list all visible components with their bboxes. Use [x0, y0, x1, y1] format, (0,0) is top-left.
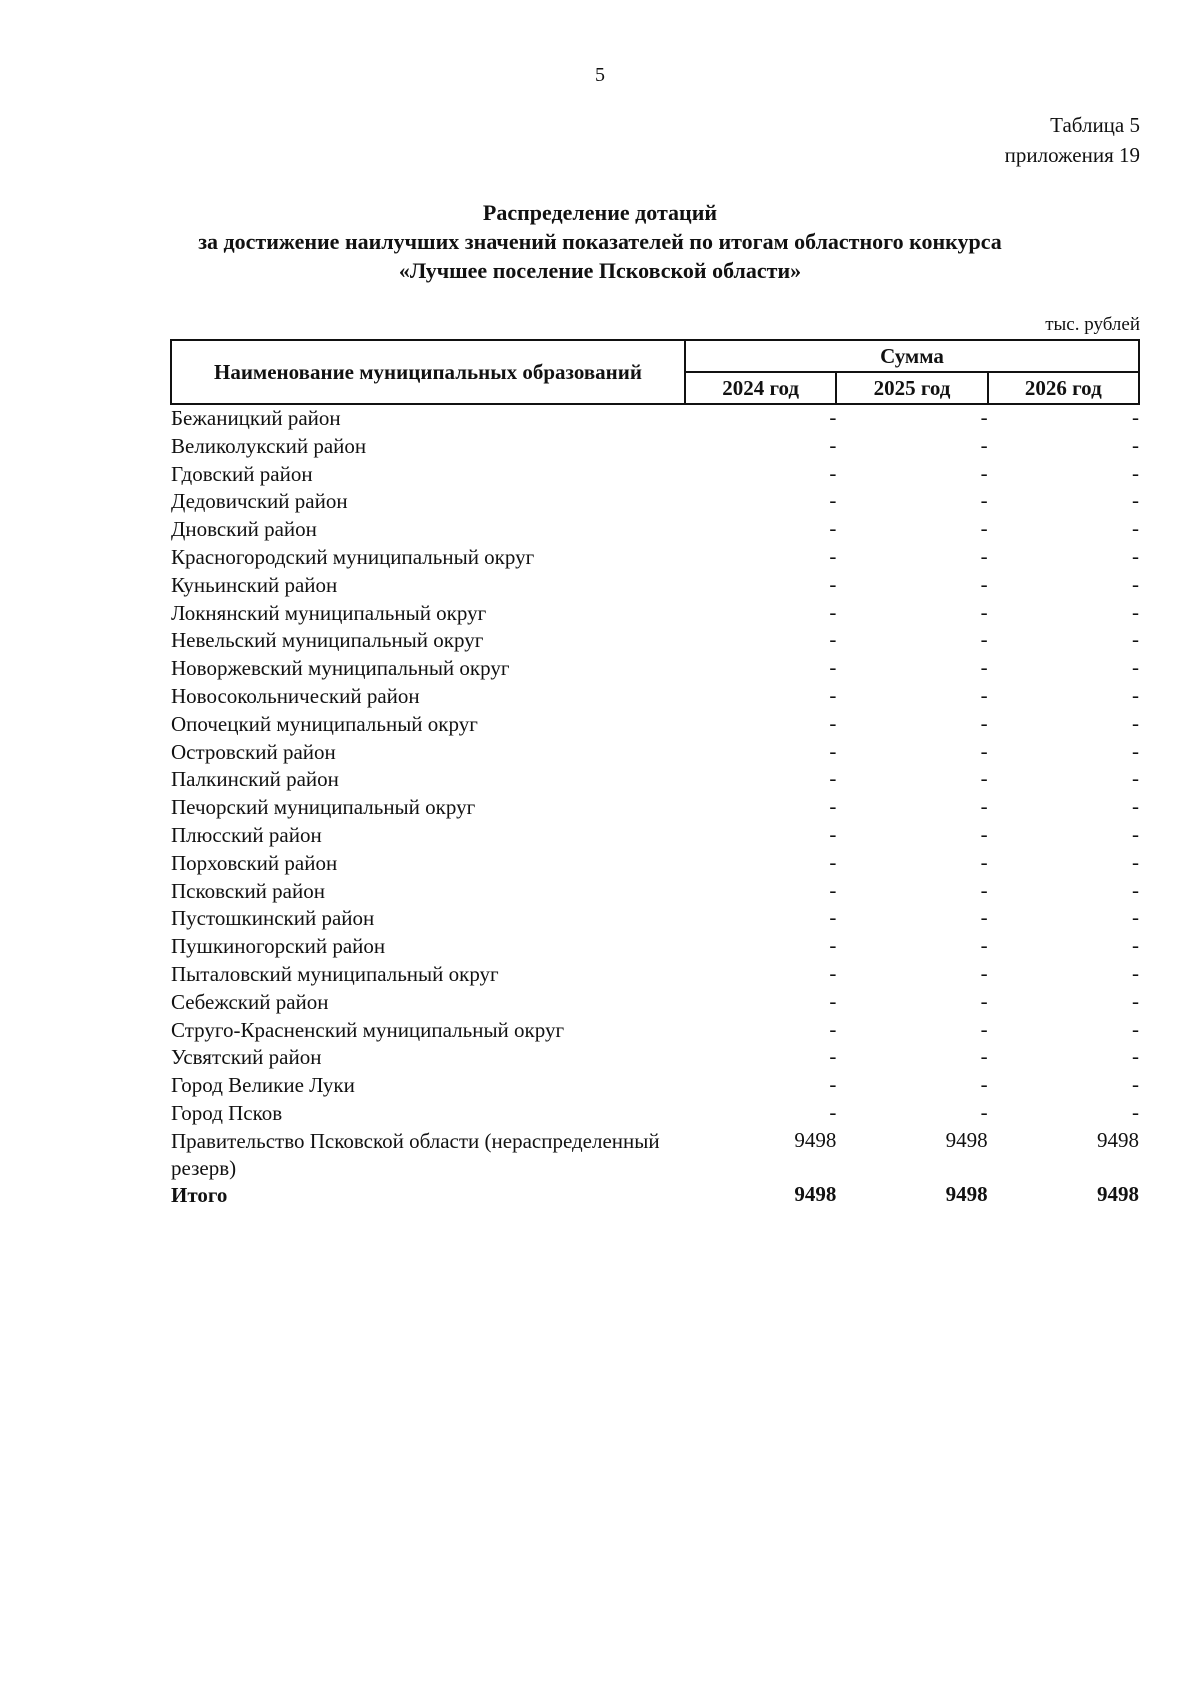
amount-cell: -: [1132, 877, 1139, 902]
header-year-2025: 2025 год: [836, 372, 987, 404]
table-row: [171, 739, 1139, 767]
amount-cell: -: [829, 877, 837, 902]
table-row: [171, 544, 1139, 572]
municipality-name: Порховский район: [171, 850, 338, 875]
total-row: [171, 1182, 1139, 1210]
amount-cell: -: [829, 988, 837, 1013]
municipality-name: Островский район: [171, 739, 336, 764]
table-ref-label: Таблица 5: [1050, 113, 1140, 137]
title-line-3: «Лучшее поселение Псковской области»: [398, 258, 802, 283]
municipality-name: Дедовичский район: [171, 489, 348, 514]
table-row: [171, 794, 1139, 822]
amount-cell: -: [980, 571, 988, 596]
amount-cell: -: [1132, 1016, 1139, 1041]
amount-cell: -: [1132, 1044, 1139, 1069]
amount-cell: -: [1132, 516, 1139, 541]
units-label: тыс. рублей: [1045, 314, 1140, 335]
amount-cell: -: [980, 905, 988, 930]
amount-cell: 9498: [945, 1181, 988, 1206]
amount-cell: -: [980, 1016, 988, 1041]
table-row: [171, 404, 1139, 433]
municipality-name: Город Великие Луки: [171, 1073, 355, 1098]
amount-cell: -: [980, 766, 988, 791]
table-row: [171, 989, 1139, 1017]
amount-cell: 9498: [1097, 1127, 1139, 1152]
municipality-name: Псковский район: [171, 878, 325, 903]
amount-cell: 9498: [794, 1127, 837, 1152]
header-year-2026: 2026 год: [988, 372, 1139, 404]
amount-cell: -: [1132, 627, 1139, 652]
amount-cell: -: [829, 460, 837, 485]
amount-cell: -: [1132, 905, 1139, 930]
amount-cell: -: [1132, 432, 1139, 457]
table-row: [171, 683, 1139, 711]
amount-cell: -: [1132, 960, 1139, 985]
amount-cell: -: [829, 655, 837, 680]
amount-cell: -: [980, 627, 988, 652]
title-line-1: Распределение дотаций: [482, 200, 718, 225]
municipality-name: Город Псков: [171, 1100, 283, 1125]
amount-cell: -: [980, 933, 988, 958]
amount-cell: -: [1132, 655, 1139, 680]
municipality-name: Невельский муниципальный округ: [171, 628, 484, 653]
amount-cell: -: [980, 488, 988, 513]
table-row: [171, 905, 1139, 933]
title-line-2: за достижение наилучших значений показателей по итогам областного конкурса: [198, 229, 1002, 254]
municipality-name: Усвятский район: [171, 1045, 322, 1070]
amount-cell: -: [1132, 738, 1139, 763]
amount-cell: -: [980, 877, 988, 902]
table-row: [171, 1017, 1139, 1045]
municipality-name: Локнянский муниципальный округ: [171, 600, 487, 625]
amount-cell: -: [980, 849, 988, 874]
amount-cell: -: [829, 710, 837, 735]
amount-cell: -: [829, 1072, 837, 1097]
amount-cell: -: [829, 849, 837, 874]
amount-cell: -: [980, 1044, 988, 1069]
table-row: [171, 961, 1139, 989]
table-row: [171, 1044, 1139, 1072]
table-row: [171, 1128, 1139, 1182]
amount-cell: -: [1132, 460, 1139, 485]
header-year-2024: 2024 год: [685, 372, 836, 404]
table-row: [171, 822, 1139, 850]
table-row: [171, 1100, 1139, 1128]
page-number: 5: [595, 64, 605, 86]
amount-cell: -: [1132, 933, 1139, 958]
municipality-name: Пустошкинский район: [171, 906, 375, 931]
municipality-name: Себежский район: [171, 989, 329, 1014]
appendix-ref-label: приложения 19: [1004, 143, 1140, 167]
municipality-name: Красногородский муниципальный округ: [171, 544, 535, 569]
amount-cell: -: [1132, 1072, 1139, 1097]
amount-cell: -: [1132, 988, 1139, 1013]
table-row: [171, 572, 1139, 600]
amount-cell: -: [1132, 766, 1139, 791]
amount-cell: -: [1132, 794, 1139, 819]
amount-cell: -: [980, 655, 988, 680]
table-row: [171, 655, 1139, 683]
amount-cell: 9498: [1097, 1181, 1139, 1206]
table-row: [171, 516, 1139, 544]
amount-cell: -: [1132, 543, 1139, 568]
amount-cell: -: [980, 710, 988, 735]
municipality-name: Струго-Красненский муниципальный округ: [171, 1017, 565, 1042]
amount-cell: -: [1132, 710, 1139, 735]
amount-cell: -: [829, 488, 837, 513]
amount-cell: -: [829, 1044, 837, 1069]
header-name-column: Наименование муниципальных образований: [171, 340, 685, 404]
municipality-name: Пушкиногорский район: [171, 934, 386, 959]
header-sum-column: Сумма: [685, 340, 1139, 372]
amount-cell: -: [980, 516, 988, 541]
table-header-row: [171, 340, 1139, 372]
municipality-name: Правительство Псковской области (нераспределенный резерв): [171, 1128, 660, 1180]
amount-cell: -: [1132, 488, 1139, 513]
subsidies-table: [170, 339, 1140, 1210]
amount-cell: -: [980, 960, 988, 985]
municipality-name: Палкинский район: [171, 767, 339, 792]
amount-cell: -: [829, 905, 837, 930]
document-title: [0, 198, 1200, 285]
amount-cell: -: [829, 571, 837, 596]
amount-cell: -: [980, 988, 988, 1013]
amount-cell: -: [980, 405, 988, 429]
amount-cell: -: [980, 821, 988, 846]
table-row: [171, 850, 1139, 878]
table-row: [171, 878, 1139, 906]
amount-cell: -: [829, 627, 837, 652]
amount-cell: -: [980, 682, 988, 707]
amount-cell: -: [1132, 821, 1139, 846]
table-row: [171, 766, 1139, 794]
table-row: [171, 933, 1139, 961]
amount-cell: -: [829, 794, 837, 819]
amount-cell: -: [829, 599, 837, 624]
table-row: [171, 1072, 1139, 1100]
municipality-name: Плюсский район: [171, 822, 322, 847]
table-row: [171, 711, 1139, 739]
municipality-name: Дновский район: [171, 517, 317, 542]
municipality-name: Итого: [171, 1182, 228, 1207]
amount-cell: -: [829, 821, 837, 846]
municipality-name: Новосокольнический район: [171, 683, 420, 708]
amount-cell: -: [980, 1099, 988, 1124]
municipality-name: Пыталовский муниципальный округ: [171, 961, 499, 986]
amount-cell: -: [829, 738, 837, 763]
municipality-name: Бежаницкий район: [171, 406, 341, 430]
amount-cell: -: [829, 933, 837, 958]
municipality-name: Великолукский район: [171, 433, 367, 458]
amount-cell: -: [980, 1072, 988, 1097]
amount-cell: -: [980, 738, 988, 763]
amount-cell: -: [1132, 405, 1139, 429]
table-reference: [1005, 110, 1140, 170]
amount-cell: -: [829, 1016, 837, 1041]
amount-cell: -: [980, 794, 988, 819]
amount-cell: 9498: [794, 1181, 837, 1206]
amount-cell: -: [1132, 682, 1139, 707]
table-row: [171, 433, 1139, 461]
amount-cell: -: [829, 405, 837, 429]
amount-cell: -: [829, 1099, 837, 1124]
municipality-name: Гдовский район: [171, 461, 313, 486]
municipality-name: Печорский муниципальный округ: [171, 795, 476, 820]
amount-cell: -: [980, 460, 988, 485]
municipality-name: Опочецкий муниципальный округ: [171, 711, 478, 736]
amount-cell: -: [980, 543, 988, 568]
amount-cell: 9498: [945, 1127, 988, 1152]
amount-cell: -: [1132, 571, 1139, 596]
amount-cell: -: [1132, 849, 1139, 874]
municipality-name: Новоржевский муниципальный округ: [171, 656, 510, 681]
amount-cell: -: [829, 960, 837, 985]
amount-cell: -: [980, 599, 988, 624]
amount-cell: -: [829, 766, 837, 791]
municipality-name: Куньинский район: [171, 572, 338, 597]
table-row: [171, 627, 1139, 655]
amount-cell: -: [829, 682, 837, 707]
amount-cell: -: [1132, 599, 1139, 624]
table-row: [171, 488, 1139, 516]
table-row: [171, 600, 1139, 628]
amount-cell: -: [829, 543, 837, 568]
amount-cell: -: [829, 432, 837, 457]
amount-cell: -: [1132, 1099, 1139, 1124]
table-row: [171, 461, 1139, 489]
table-body: [171, 404, 1139, 1210]
amount-cell: -: [829, 516, 837, 541]
amount-cell: -: [980, 432, 988, 457]
